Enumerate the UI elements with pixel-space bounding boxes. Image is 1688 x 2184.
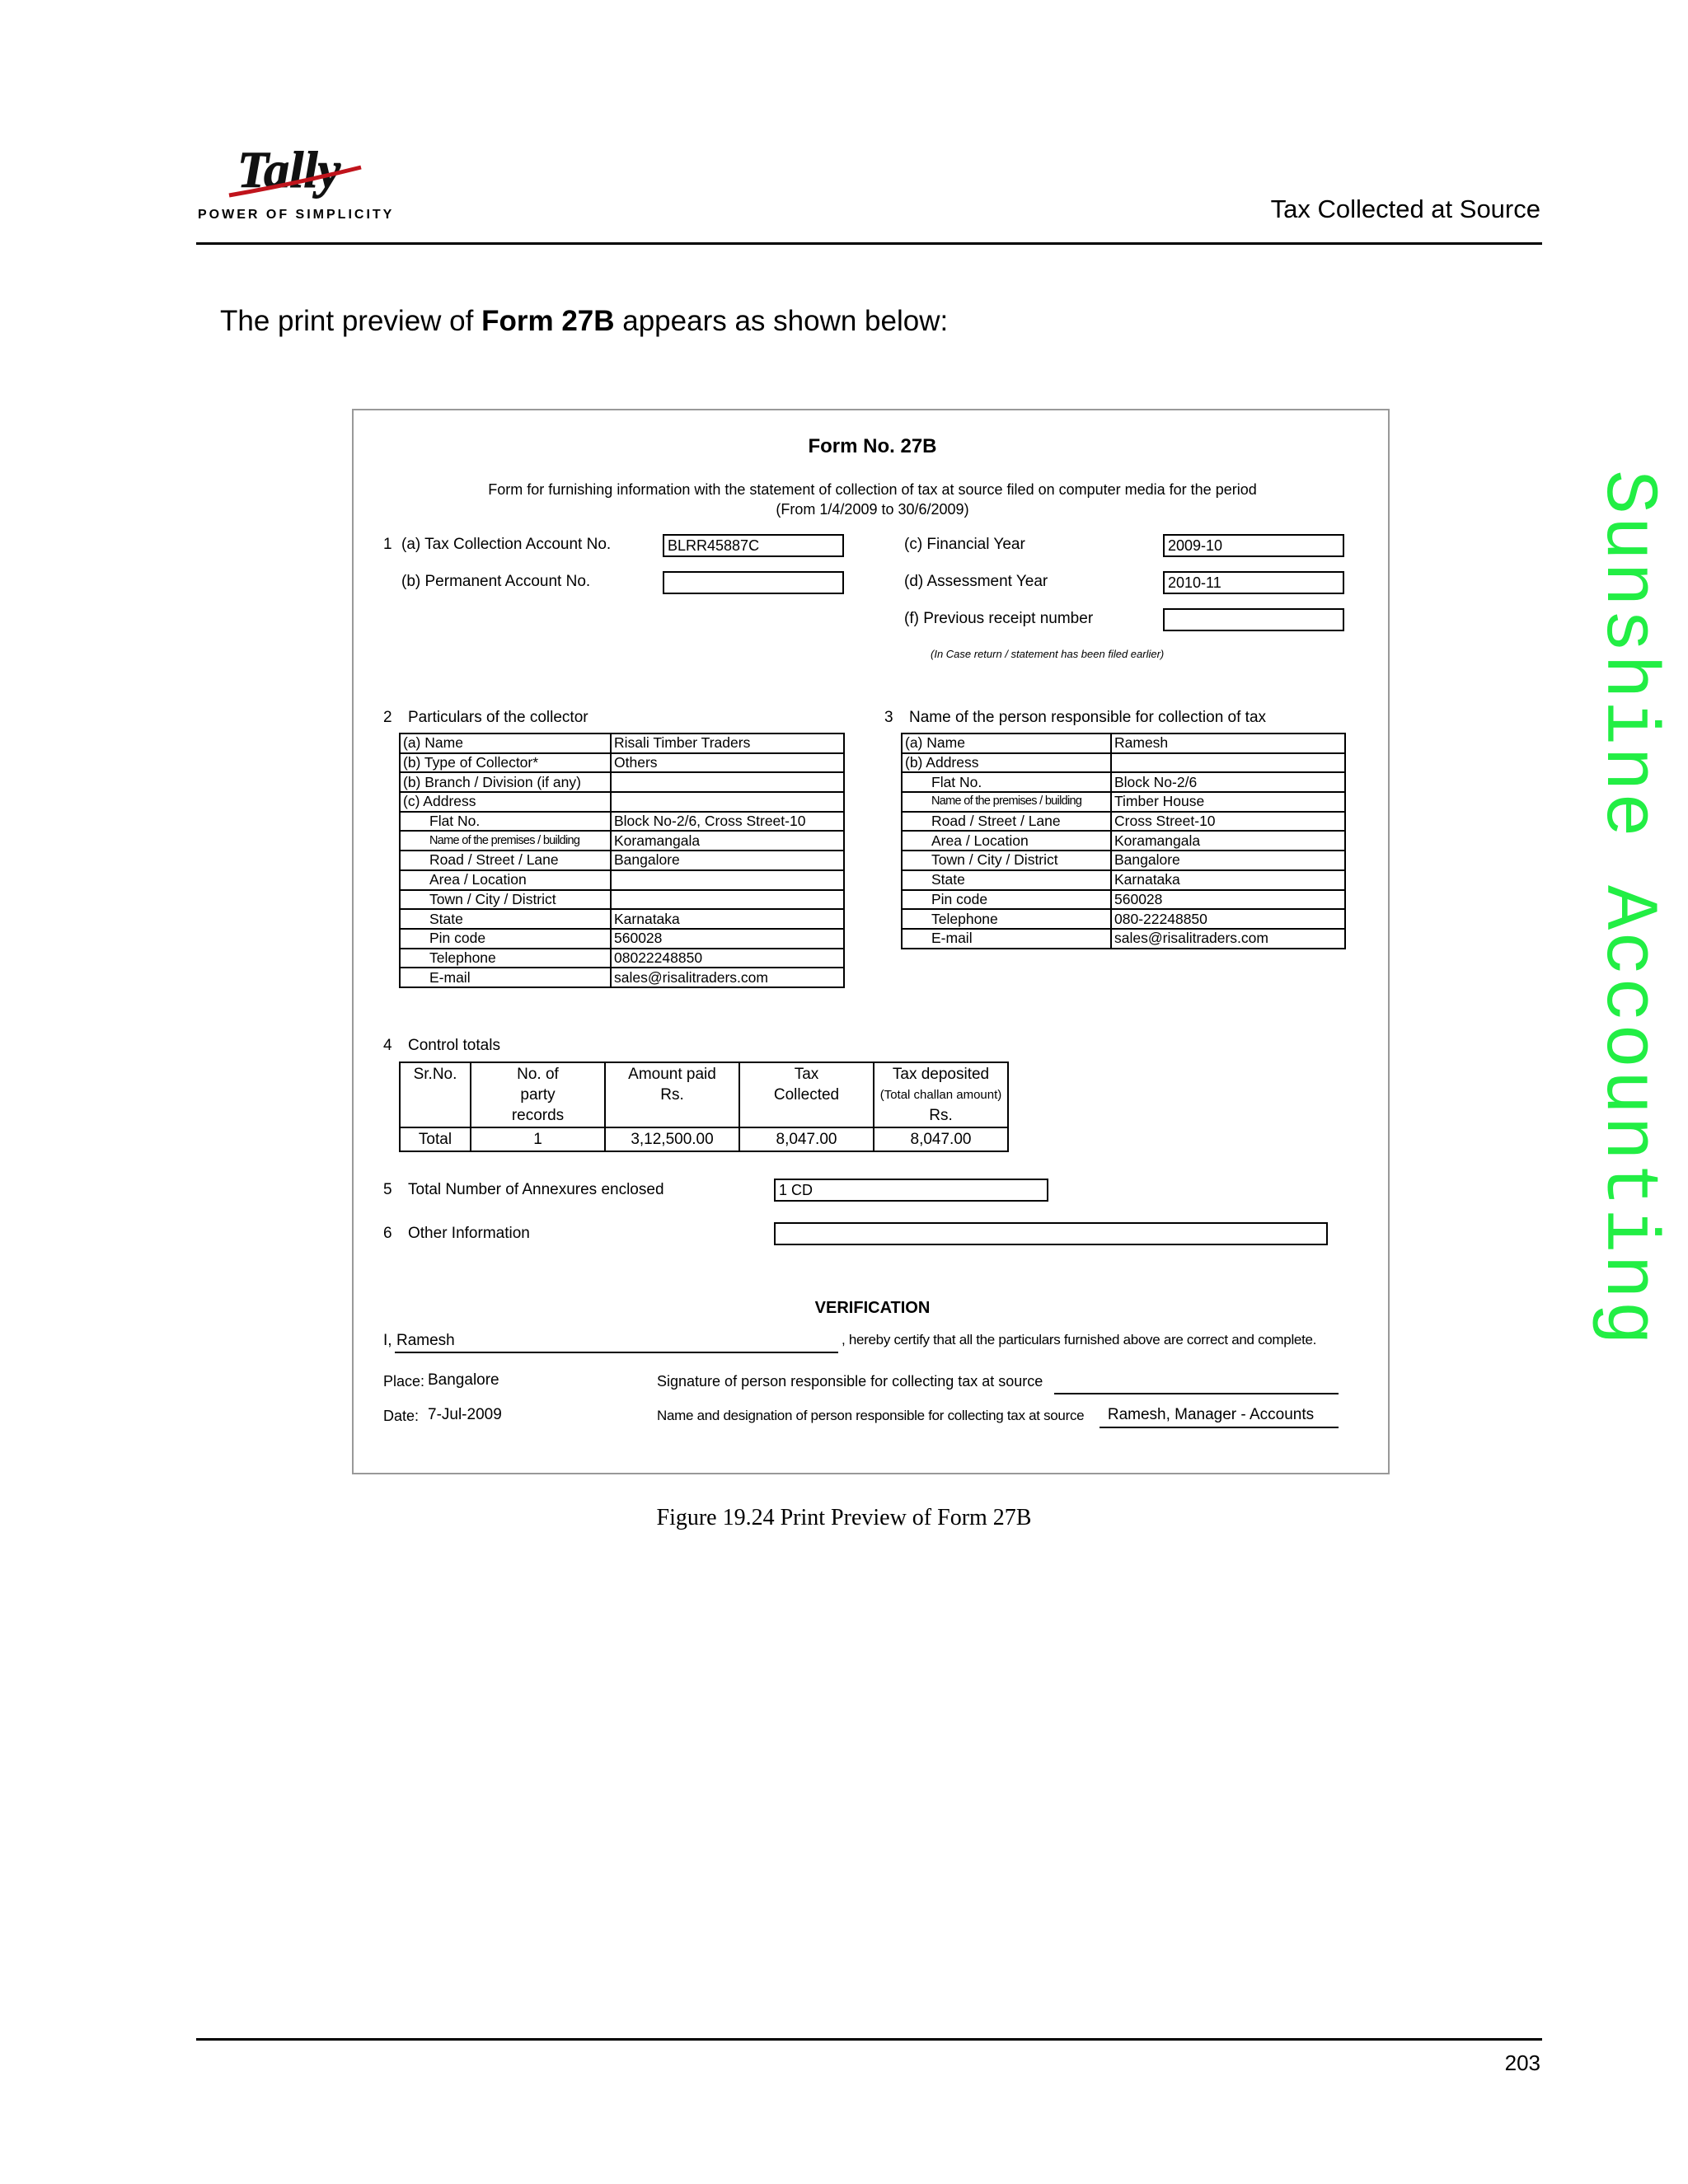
responsible-person-section-title: Name of the person responsible for collection of tax — [909, 709, 1267, 726]
table-row: (b) Type of Collector* Others — [400, 753, 844, 773]
verifier-name: Ramesh — [396, 1332, 455, 1349]
prev-receipt-label: (f) Previous receipt number — [904, 610, 1094, 627]
table-row: Town / City / District Bangalore — [902, 851, 1345, 870]
intro-text: The print preview of Form 27B appears as shown below: — [220, 305, 949, 337]
tan-field: BLRR45887C — [663, 534, 844, 557]
table-row: E-mail sales@risalitraders.com — [902, 929, 1345, 949]
control-totals-title: Control totals — [408, 1037, 500, 1054]
ay-label: (d) Assessment Year — [904, 573, 1048, 590]
signature-line — [1054, 1393, 1339, 1394]
table-row: (a) Name Ramesh — [902, 733, 1345, 753]
control-totals-table — [399, 1062, 1009, 1152]
form-description: Form for furnishing information with the statement of collection of tax at source filed on computer media for the period — [488, 481, 1257, 498]
table-row: Flat No. Block No-2/6, Cross Street-10 — [400, 812, 844, 832]
table-row: Name of the premises / building Koramangala — [400, 831, 844, 851]
section-6-number: 6 — [383, 1225, 392, 1242]
prev-receipt-field — [1163, 608, 1344, 631]
verification-title: VERIFICATION — [814, 1299, 931, 1317]
pan-label: (b) Permanent Account No. — [401, 573, 591, 590]
form-period: (From 1/4/2009 to 30/6/2009) — [776, 501, 969, 518]
table-row: Road / Street / Lane Bangalore — [400, 851, 844, 870]
table-row: State Karnataka — [902, 870, 1345, 890]
designation-value: Ramesh, Manager - Accounts — [1107, 1406, 1315, 1423]
section-1-number: 1 — [383, 536, 392, 553]
table-row: Road / Street / Lane Cross Street-10 — [902, 812, 1345, 832]
figure-caption: Figure 19.24 Print Preview of Form 27B — [656, 1505, 1032, 1530]
table-row: State Karnataka — [400, 909, 844, 929]
table-row: Telephone 080-22248850 — [902, 909, 1345, 929]
other-info-field — [774, 1222, 1328, 1245]
logo-wordmark: Tally — [237, 143, 341, 199]
table-row: Area / Location — [400, 870, 844, 890]
ay-field: 2010-11 — [1163, 571, 1344, 594]
tan-label: (a) Tax Collection Account No. — [401, 536, 612, 553]
annexures-field: 1 CD — [774, 1179, 1048, 1202]
collector-section-title: Particulars of the collector — [408, 709, 588, 726]
table-row: Pin code 560028 — [902, 890, 1345, 910]
table-row: Town / City / District — [400, 890, 844, 910]
watermark: Sunshine Accounting — [1585, 470, 1669, 1347]
footer-rule — [196, 2038, 1542, 2041]
prev-receipt-note: (In Case return / statement has been filed earlier) — [931, 648, 1165, 660]
table-row: E-mail sales@risalitraders.com — [400, 968, 844, 987]
responsible-person-table — [901, 733, 1346, 949]
table-row: Name of the premises / building Timber House — [902, 792, 1345, 812]
place-label: Place: — [383, 1373, 425, 1390]
table-row: Telephone 08022248850 — [400, 949, 844, 968]
designation-label: Name and designation of person responsible for collecting tax at source — [657, 1408, 1085, 1423]
section-2-number: 2 — [383, 709, 392, 726]
table-row: (c) Address — [400, 792, 844, 812]
verifier-name-line — [395, 1352, 838, 1353]
signature-label: Signature of person responsible for collecting tax at source — [657, 1373, 1043, 1390]
fy-label: (c) Financial Year — [904, 536, 1025, 553]
table-row: Total 1 3,12,500.00 8,047.00 8,047.00 — [400, 1127, 1008, 1151]
verification-i: I, — [383, 1332, 392, 1349]
page-number: 203 — [1504, 2050, 1540, 2075]
other-info-label: Other Information — [408, 1225, 530, 1242]
table-row: (b) Branch / Division (if any) — [400, 772, 844, 792]
annexures-label: Total Number of Annexures enclosed — [408, 1181, 664, 1198]
form-title: Form No. 27B — [808, 435, 937, 457]
designation-line — [1100, 1427, 1339, 1428]
date-label: Date: — [383, 1408, 420, 1424]
table-row: Flat No. Block No-2/6 — [902, 772, 1345, 792]
section-4-number: 4 — [383, 1037, 392, 1054]
place-value: Bangalore — [428, 1371, 499, 1389]
table-row: Area / Location Koramangala — [902, 831, 1345, 851]
form-27b-preview — [352, 409, 1390, 1474]
section-3-number: 3 — [884, 709, 893, 726]
logo-tagline: POWER OF SIMPLICITY — [198, 208, 395, 222]
date-value: 7-Jul-2009 — [428, 1406, 502, 1423]
header-rule — [196, 242, 1542, 245]
collector-table — [399, 733, 845, 988]
table-row: Pin code 560028 — [400, 929, 844, 949]
pan-field — [663, 571, 844, 594]
table-row: (b) Address — [902, 753, 1345, 773]
fy-field: 2009-10 — [1163, 534, 1344, 557]
certify-text: , hereby certify that all the particulars furnished above are correct and complete. — [842, 1332, 1317, 1347]
section-5-number: 5 — [383, 1181, 392, 1198]
table-row: (a) Name Risali Timber Traders — [400, 733, 844, 753]
chapter-title: Tax Collected at Source — [1270, 194, 1540, 223]
table-row: Sr.No. No. of party records Amount paid Rs. Tax Collected Tax deposited (Total challan amount) Rs. — [400, 1062, 1008, 1127]
